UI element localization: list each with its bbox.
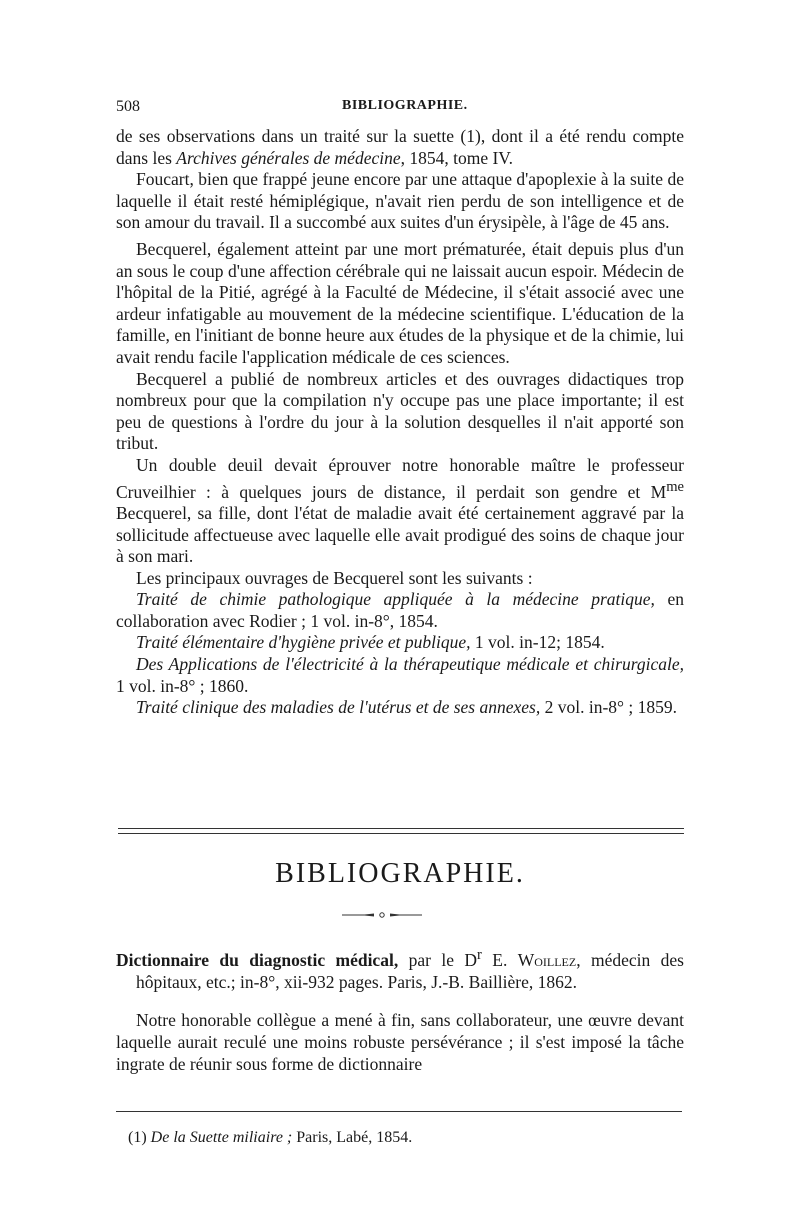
ornament-divider [342, 912, 422, 918]
author-name: Woillez [517, 949, 577, 970]
entry-title: Dictionnaire du diagnostic médical, [116, 949, 399, 970]
footnote-title: De la Suette miliaire ; [150, 1129, 293, 1146]
paragraph-1: de ses observations dans un traité sur la suette (1), dont il a été rendu compte dans les Archives générales de médecine, 1854, tome IV. [116, 126, 684, 168]
section-divider [118, 828, 684, 834]
paragraph-6: Les principaux ouvrages de Becquerel sont les suivants : [136, 567, 533, 588]
footnote-rule [116, 1111, 682, 1112]
footnote: (1) De la Suette miliaire ; Paris, Labé, 1854. [128, 1129, 413, 1146]
work-item: Traité clinique des maladies de l'utérus et de ses annexes, 2 vol. in-8° ; 1859. [136, 697, 678, 718]
work-item: Traité élémentaire d'hygiène privée et publique, 1 vol. in-12; 1854. [136, 632, 605, 653]
work-item: Traité de chimie pathologique appliquée à la médecine pratique, en collaboration avec Rodier ; 1 vol. in-8°, 1854. [116, 589, 684, 631]
paragraph-2: Foucart, bien que frappé jeune encore par une attaque d'apoplexie à la suite de laquelle il était resté hémiplégique, n'avait rien perdu de son intelligence et de son amour du travail. Il a succombé aux suites d'un érysipèle, à l'âge de 45 ans. [116, 169, 684, 233]
page-header [116, 98, 684, 118]
paragraph-4: Becquerel a publié de nombreux articles et des ouvrages didactiques trop nombreux pour que la compilation n'y occupe pas une place importante; il est peu de questions à l'ordre du jour à la solution desquelles il n'ait apporté son tribut. [116, 368, 684, 454]
paragraph-3: Becquerel, également atteint par une mort prématurée, était depuis plus d'un an sous le coup d'une affection cérébrale qui ne laissait aucun espoir. Médecin de l'hôpital de la Pitié, agrégé à la Faculté de Médecine, il s'était associé avec une ardeur infatigable au mouvement de la médecine scientifique. L'éducation de la famille, en l'initiant de bonne heure aux études de la physique et de la chimie, lui avait rendu facile l'application médicale de ces sciences. [116, 238, 684, 367]
paragraph-5: Un double deuil devait éprouver notre honorable maître le professeur Cruveilhier : à quelques jours de distance, il perdait son gendre et $M^{me}$ Becquerel, sa fille, dont l'état de maladie avait été certainement aggravé par la sollicitude affectueuse avec laquelle elle avait prodigué des soins de chaque jour à son mari. [116, 454, 684, 567]
bibliography-entry: Dictionnaire du diagnostic médical, par le $D^r$ E. Woillez, médecin des hôpitaux, etc.; in-8°, xii-932 pages. Paris, J.-B. Baillière, 1862. [116, 947, 684, 992]
page-number: 508 [116, 98, 140, 115]
running-head: BIBLIOGRAPHIE. [342, 98, 468, 113]
work-item: Des Applications de l'électricité à la thérapeutique médicale et chirurgicale, 1 vol. in-8° ; 1860. [116, 654, 684, 696]
bibliography-section [116, 944, 684, 1075]
review-paragraph: Notre honorable collègue a mené à fin, sans collaborateur, une œuvre devant laquelle aurait reculé une moins robuste persévérance ; il s'est imposé la tâche ingrate de réunir sous forme de dictionnaire [116, 1009, 684, 1074]
journal-title: Archives générales de médecine [176, 147, 401, 168]
section-title: BIBLIOGRAPHIE. [275, 858, 525, 889]
obituary-text [116, 126, 684, 719]
